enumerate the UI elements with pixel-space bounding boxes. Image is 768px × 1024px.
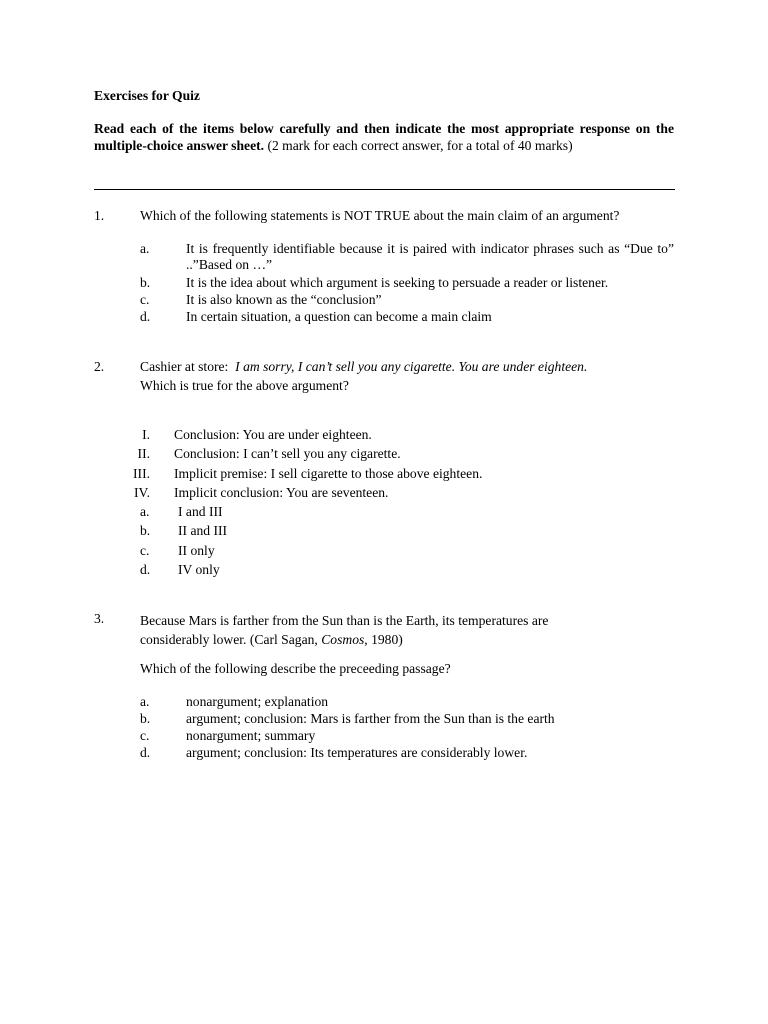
q3-option-c-text: nonargument; summary [186,728,316,743]
question-2-lead: Cashier at store: [140,359,229,374]
instructions [94,121,674,154]
q2-option-a-letter: a. [140,504,150,519]
question-1-number: 1. [94,208,105,223]
q1-option-d-letter: d. [140,309,151,324]
q1-option-c-text: It is also known as the “conclusion” [186,292,382,307]
q2-statement-2-text: Conclusion: I can’t sell you any cigarette. [174,446,401,461]
q2-statement-3-numeral: III. [133,466,150,481]
page-title: Exercises for Quiz [94,88,200,103]
q2-statement-4-numeral: IV. [134,485,150,500]
question-1-text: Which of the following statements is NOT TRUE about the main claim of an argument? [140,208,620,223]
q1-option-b-text: It is the idea about which argument is seeking to persuade a reader or listener. [186,275,609,290]
q3-option-b-letter: b. [140,711,151,726]
q1-option-a-text: It is frequently identifiable because it is paired with indicator phrases such as “Due to” ..”Based on …” [186,241,674,272]
q3-option-b-text: argument; conclusion: Mars is farther from the Sun than is the earth [186,711,555,726]
q3-option-d-text: argument; conclusion: Its temperatures are considerably lower. [186,745,528,760]
q2-option-c-text: II only [178,543,215,558]
q2-option-b-text: II and III [178,523,228,538]
question-3-number: 3. [94,611,105,626]
q2-option-c-letter: c. [140,543,150,558]
instructions-bold: Read each of the items below carefully and then indicate the most appropriate response on the multiple-choice answer sheet. [94,121,674,153]
q1-option-a-letter: a. [140,241,150,256]
q2-statement-2-numeral: II. [137,446,150,461]
question-3-source-title: Cosmos [321,632,365,647]
question-2-scenario [140,359,674,375]
q2-option-d-text: IV only [178,562,220,577]
q2-statement-1-numeral: I. [142,427,150,442]
question-3-passage [140,611,610,649]
q1-option-c-letter: c. [140,292,150,307]
instructions-marks: (2 mark for each correct answer, for a total of 40 marks) [267,137,573,153]
question-2-quote: I am sorry, I can’t sell you any cigarette. You are under eighteen. [235,359,588,374]
q3-option-d-letter: d. [140,745,151,760]
question-2-number: 2. [94,359,105,374]
question-3-source-year: , 1980) [364,632,403,647]
q2-option-a-text: I and III [178,504,223,519]
question-2-text: Which is true for the above argument? [140,378,349,393]
q2-option-d-letter: d. [140,562,151,577]
q2-statement-3-text: Implicit premise: I sell cigarette to those above eighteen. [174,466,483,481]
divider-rule [94,189,675,190]
q3-option-a-letter: a. [140,694,150,709]
q3-option-a-text: nonargument; explanation [186,694,329,709]
q2-statement-1-text: Conclusion: You are under eighteen. [174,427,372,442]
q2-statement-4-text: Implicit conclusion: You are seventeen. [174,485,389,500]
q3-option-c-letter: c. [140,728,150,743]
q2-option-b-letter: b. [140,523,151,538]
q1-option-d-text: In certain situation, a question can become a main claim [186,309,492,324]
question-3-text: Which of the following describe the preceeding passage? [140,661,451,676]
q1-option-b-letter: b. [140,275,151,290]
question-3-passage-text: Because Mars is farther from the Sun than is the Earth, its temperatures are considerably lower. (Carl Sagan, [140,613,549,647]
